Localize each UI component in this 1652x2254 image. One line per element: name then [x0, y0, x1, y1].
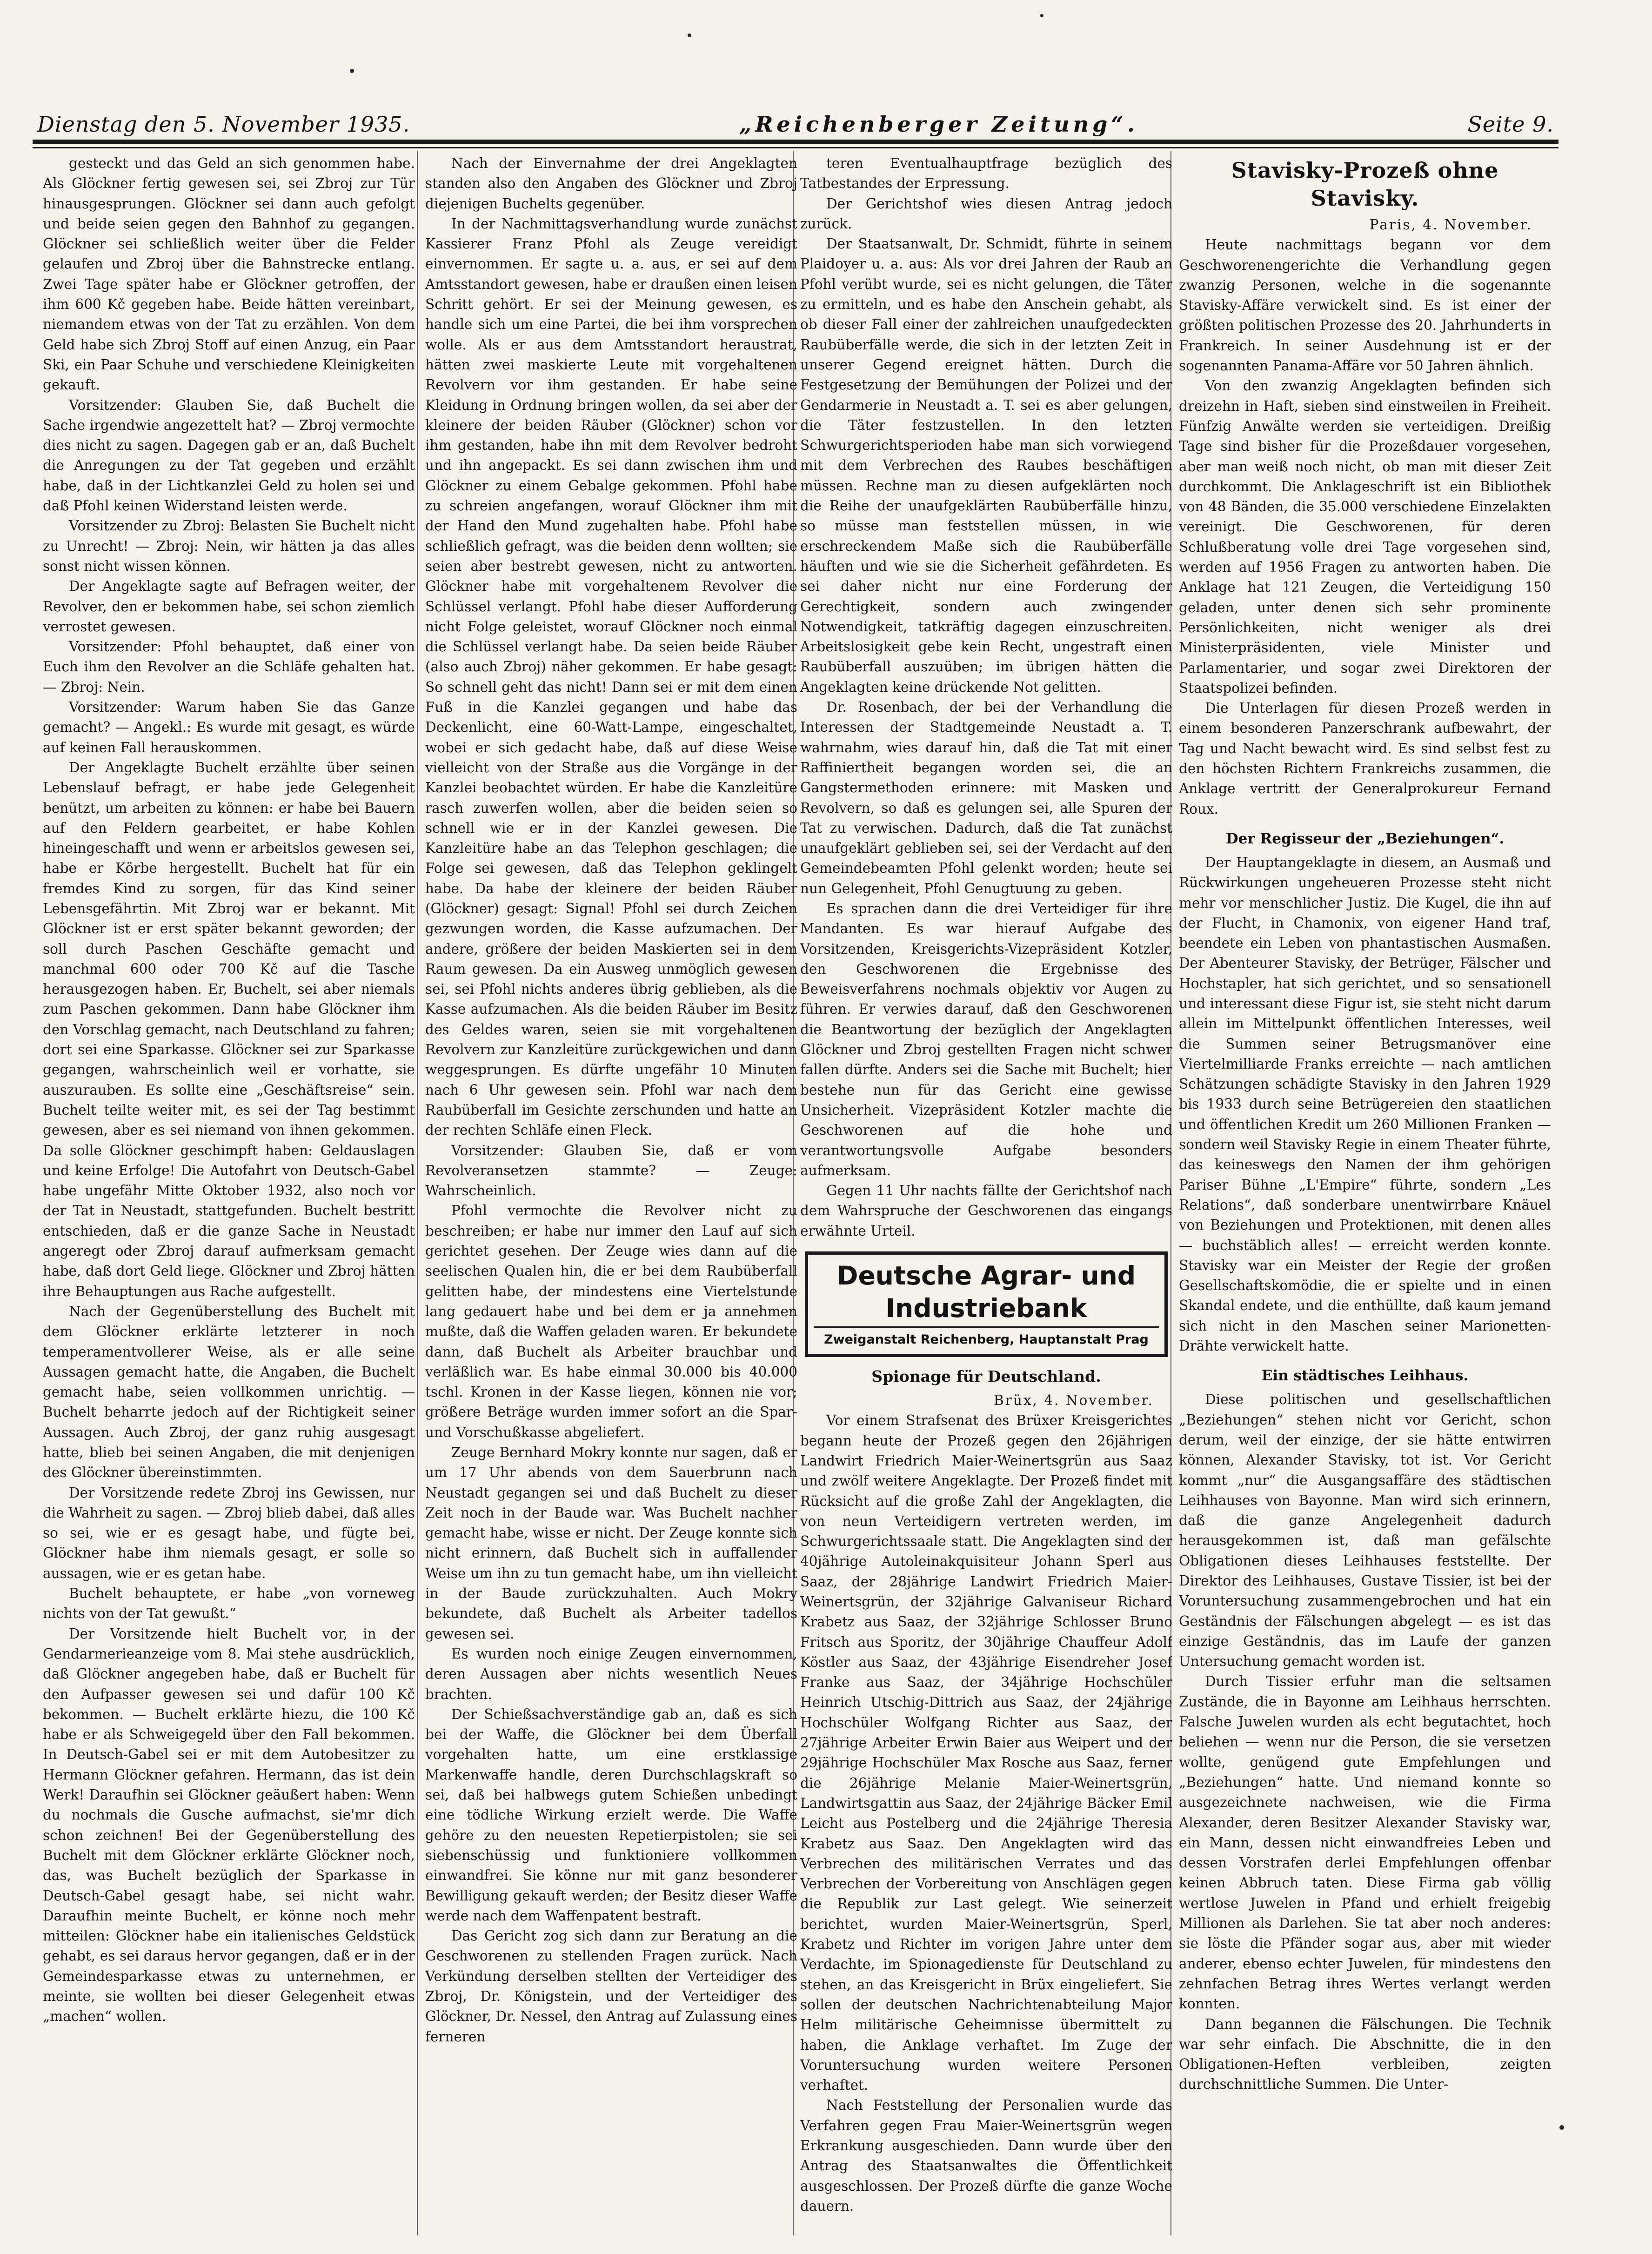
header-rule-thin	[33, 147, 1558, 148]
newspaper-title: „Reichenberger Zeitung“.	[739, 112, 1138, 137]
paragraph: Dann begannen die Fälschungen. Die Technik war sehr einfach. Die Abschnitte, die in den Obligationen-Heften verbleiben, zeigten durchschnittliche Summen. Die Unter-	[1179, 2016, 1551, 2093]
column-2	[425, 154, 797, 2233]
article-dateline: Paris, 4. November.	[1369, 217, 1532, 233]
article-dateline: Brüx, 4. November.	[994, 1392, 1154, 1409]
paragraph: Zeuge Bernhard Mokry konnte nur sagen, daß er um 17 Uhr abends von dem Sauerbrunn nach Neustadt gegangen sei und daß Buchelt zu dieser Zeit noch in der Baude war. Was Buchelt nachher gemacht habe, wisse er nicht. Der Zeuge konnte sich nicht erinnern, daß Buchelt sich in auffallender Weise um ihn zu tun gemacht habe, um ihn vielleicht in der Baude zurückzuhalten. Auch Mokry bekundete, daß Buchelt als Arbeiter tadellos gewesen sei.	[425, 1445, 797, 1642]
paragraph: Nach Feststellung der Personalien wurde das Verfahren gegen Frau Maier-Weinertsgrün wegen Erkrankung ausgeschieden. Dann wurde über den Antrag des Staatsanwaltes die Öffentlichkeit ausgeschlossen. Der Prozeß dürfte die ganze Woche dauern.	[800, 2097, 1172, 2214]
header-date: Dienstag den 5. November 1935.	[37, 112, 410, 137]
article-headline: Spionage für Deutschland.	[871, 1367, 1101, 1386]
scan-speck	[1559, 2125, 1564, 2130]
paragraph: Nach der Einvernahme der drei Angeklagten standen also den Angaben des Glöckner und Zbroj diejenigen Buchelts gegenüber.	[425, 155, 797, 212]
paragraph: Von den zwanzig Angeklagten befinden sich dreizehn in Haft, sieben sind einstweilen in Freiheit. Fünfzig Anwälte werden sie verteidigen. Dreißig Tage sind bisher für die Prozeßdauer vorgesehen, aber man weiß noch nicht, ob man mit dieser Zeit durchkommt. Die Anklageschrift ist ein Bibliothek von 48 Bänden, die 35.000 verschiedene Einzelakten vereinigt. Die Geschworenen, für deren Schlußberatung volle drei Tage vorgesehen sind, werden auf 1956 Fragen zu antworten haben. Die Anklage hat 121 Zeugen, die Verteidigung 150 geladen, unter denen sich sehr prominente Persönlichkeiten, nicht weniger als drei Ministerpräsidenten, viele Minister und Parlamentarier, und sogar zwei Direktoren der Staatspolizei befinden.	[1179, 378, 1551, 696]
paragraph: Vorsitzender: Glauben Sie, daß Buchelt die Sache irgendwie angezettelt hat? — Zbroj vermochte dies nicht zu sagen. Dagegen gab er an, daß Buchelt die Anregungen zu der Tat gegeben und erzählt habe, daß in der Lichtkanzlei Geld zu holen sei und daß Pfohl keinen Widerstand leisten werde.	[43, 397, 415, 514]
paragraph: In der Nachmittagsverhandlung wurde zunächst Kassierer Franz Pfohl als Zeuge vereidigt einvernommen. Er sagte u. a. aus, er sei auf dem Amtsstandort gewesen, habe er draußen einen leisen Schritt gehört. Er sei der Meinung gewesen, es handle sich um eine Partei, die bei ihm vorsprechen wolle. Als er aus dem Amtsstandort heraustrat, hätten zwei maskierte Leute mit vorgehaltenen Revolvern vor ihm gestanden. Er habe seine Kleidung in Ordnung bringen wollen, da sei aber der kleinere der beiden Räuber (Glöckner) schon vor ihm gestanden, habe ihn mit dem Revolver bedroht und ihn angepackt. Es sei dann zwischen ihm und Glöckner zu einem Gebalge gekommen. Pfohl habe zu schreien angefangen, worauf Glöckner ihm mit der Hand den Mund zugehalten habe. Pfohl habe schließlich gefragt, was die beiden denn wollten; sie seien aber bestrebt gewesen, nicht zu antworten. Glöckner habe mit vorgehaltenem Revolver die Schlüssel verlangt. Pfohl habe dieser Aufforderung nicht Folge geleistet, worauf Glöckner noch einmal die Schlüssel verlangt habe. Da seien beide Räuber (also auch Zbroj) näher gekommen. Er habe gesagt: So schnell geht das nicht! Dann sei er mit dem einen Fuß in die Kanzlei gegangen und habe das Deckenlicht, eine 60-Watt-Lampe, eingeschaltet, wobei er sich gedacht habe, daß auf diese Weise vielleicht von der Straße aus die Vorgänge in der Kanzlei beobachtet würden. Er habe die Kanzleitüre rasch zuwerfen wollen, aber die beiden seien so schnell wie er in der Kanzlei gewesen. Die Kanzleitüre habe an das Telephon geschlagen; die Folge sei gewesen, daß das Telephon geklingelt habe. Da habe der kleinere der beiden Räuber (Glöckner) gesagt: Signal! Pfohl sei durch Zeichen gezwungen worden, die Kasse aufzumachen. Der andere, größere der beiden Maskierten sei in dem Raum gewesen. Da ein Ausweg unmöglich gewesen sei, sei Pfohl nichts anderes übrig geblieben, als die Kasse aufzumachen. Als die beiden Räuber im Besitz des Geldes waren, seien sie mit vorgehaltenen Revolvern zur Kanzleitüre zurückgewichen und dann weggesprungen. Es dürfte ungefähr 10 Minuten nach 6 Uhr gewesen sein. Pfohl war nach dem Raubüberfall im Gesichte zerschunden und hatte an der rechten Schläfe einen Fleck.	[425, 215, 797, 1138]
paragraph: Diese politischen und gesellschaftlichen „Beziehungen“ stehen nicht vor Gericht, schon derum, weil der einzige, der sie hätte entwirren können, Alexander Stavisky, tot ist. Vor Gericht kommt „nur“ die Ausgangsaffäre des städtischen Leihhauses von Bayonne. Man wird sich erinnern, daß die ganze Angelegenheit dadurch herausgekommen ist, daß man gefälschte Obligationen dieses Leihhauses feststellte. Der Direktor des Leihhauses, Gustave Tissier, ist bei der Voruntersuchung zusammengebrochen und hat ein Geständnis der Fälschungen abgelegt — es ist das einzige Geständnis, das im Laufe der ganzen Untersuchung gemacht worden ist.	[1179, 1391, 1551, 1670]
header-rule	[33, 140, 1558, 144]
paragraph: Vorsitzender zu Zbroj: Belasten Sie Buchelt nicht zu Unrecht! — Zbroj: Nein, wir hätten ja das alles sonst nicht wissen können.	[43, 518, 415, 574]
column-divider	[417, 151, 418, 2235]
paragraph: Pfohl vermochte die Revolver nicht zu beschreiben; er habe nur immer den Lauf auf sich gerichtet gesehen. Der Zeuge wies dann auf die seelischen Qualen hin, die er bei dem Raubüberfall gelitten habe, der mindestens eine Viertelstunde lang gedauert habe und bei dem er ja annehmen mußte, daß die Waffen geladen waren. Er bekundete dann, daß Buchelt als Arbeiter brauchbar und verläßlich war. Es habe einmal 30.000 bis 40.000 tschl. Kronen in der Kasse liegen, können nie vor; größere Beträge wurden immer sofort an die Spar- und Vorschußkasse abgeliefert.	[425, 1203, 797, 1440]
paragraph: Vorsitzender: Warum haben Sie das Ganze gemacht? — Angekl.: Es wurde mit gesagt, es würde auf keinen Fall herauskommen.	[43, 699, 415, 756]
section-subhead: Ein städtisches Leihhaus.	[1261, 1367, 1469, 1385]
paragraph: Heute nachmittags begann vor dem Geschworenengerichte die Verhandlung gegen zwanzig Personen, welche in die sogenannte Stavisky-Affäre verwickelt sind. Es ist einer der größten politischen Prozesse des 20. Jahrhunderts in Frankreich. In seiner Ausdehnung ist er der sogenannten Panama-Affäre vor 50 Jahren ähnlich.	[1179, 237, 1551, 374]
paragraph: Nach der Gegenüberstellung des Buchelt mit dem Glöckner erklärte letzterer in noch temperamentvollerer Weise, als er alle seine Aussagen gemacht hatte, die Angaben, die Buchelt gemacht habe, seien vollkommen unrichtig. — Buchelt beharrte jedoch auf der Richtigkeit seiner Aussagen. Auch Zbroj, der ganz ruhig ausgesagt hatte, blieb bei seinen Angaben, die mit denjenigen des Glöckner übereinstimmten.	[43, 1303, 415, 1481]
scan-speck	[688, 33, 691, 37]
paragraph: Buchelt behauptete, er habe „von vorneweg nichts von der Tat gewußt.“	[43, 1585, 415, 1622]
paragraph: Gegen 11 Uhr nachts fällte der Gerichtshof nach dem Wahrspruche der Geschworenen das eingangs erwähnte Urteil.	[800, 1183, 1172, 1239]
paragraph: Der Vorsitzende hielt Buchelt vor, in der Gendarmerieanzeige vom 8. Mai stehe ausdrücklich, daß Glöckner angegeben habe, daß er Buchelt für den Aufpasser gewesen sei und dafür 100 Kč bekommen. — Buchelt erklärte hiezu, die 100 Kč habe er als Schweigegeld über den Fall bekommen. In Deutsch-Gabel sei er mit dem Autobesitzer zu Hermann Glöckner gefahren. Hermann, das ist dein Werk! Daraufhin sei Glöckner geäußert haben: Wenn du nochmals die Gusche aufmachst, sie'mr dich schon zeichnen! Bei der Gegenüberstellung des Buchelt mit dem Glöckner erklärte Glöckner noch, das, was Buchelt bezüglich der Sparkasse in Deutsch-Gabel gesagt habe, sei nicht wahr. Daraufhin meinte Buchelt, er könne noch mehr mitteilen: Glöckner habe ein italienisches Geldstück gehabt, es sei daraus hervor gegangen, daß er in der Gemeindesparkasse etwas zu unternehmen, er meinte, sie wollten bei dieser Gelegenheit etwas „machen“ wollen.	[43, 1625, 415, 2025]
ad-subtitle: Zweiganstalt Reichenberg, Hauptanstalt Prag	[814, 1326, 1159, 1349]
article-headline: Stavisky-Prozeß ohne Stavisky.	[1231, 158, 1499, 211]
paragraph: Der Angeklagte sagte auf Befragen weiter, der Revolver, den er bekommen habe, sei schon ziemlich verrostet gewesen.	[43, 578, 415, 635]
paragraph: Dr. Rosenbach, der bei der Verhandlung die Interessen der Stadtgemeinde Neustadt a. T. wahrnahm, wies darauf hin, daß die Tat mit einer Raffiniertheit begangen worden sei, die an Gangstermethoden erinnere: mit Masken und Revolvern, so daß es gelungen sei, alle Spuren der Tat zu verwischen. Dadurch, daß die Tat zunächst unaufgeklärt geblieben sei, sei der Verdacht auf den Gemeindebeamten Pfohl gelenkt worden; heute sei nun Gelegenheit, Pfohl Genugtuung zu geben.	[800, 699, 1172, 896]
scan-speck	[350, 69, 354, 73]
paragraph: Es sprachen dann die drei Verteidiger für ihre Mandanten. Es war hierauf Aufgabe des Vorsitzenden, Kreisgerichts-Vizepräsident Kotzler, den Geschworenen die Ergebnisse des Beweisverfahrens nochmals objektiv vor Augen zu führen. Er verwies darauf, daß den Geschworenen die Beantwortung der bezüglich der Angeklagten Glöckner und Zbroj gestellten Fragen nicht schwer fallen dürfte. Anders sei die Sache mit Buchelt; hier bestehe nun für das Gericht eine gewisse Unsicherheit. Vizepräsident Kotzler machte die Geschworenen auf die hohe und verantwortungsvolle Aufgabe besonders aufmerksam.	[800, 900, 1172, 1178]
paragraph: Der Staatsanwalt, Dr. Schmidt, führte in seinem Plaidoyer u. a. aus: Als vor drei Jahren der Raub an Pfohl verübt wurde, sei es nicht gelungen, die Täter zu ermitteln, und es habe den Anschein gehabt, als ob dieser Fall einer der zahlreichen unaufgedeckten Raubüberfälle werde, die sich in der letzten Zeit in unserer Gegend ereignet hätten. Durch die Festgesetzung der Bemühungen der Polizei und der Gendarmerie in Neustadt a. T. sei es aber gelungen, die Täter festzustellen. In den letzten Schwurgerichtsperioden habe man sich vorwiegend mit dem Verbrechen des Raubes beschäftigen müssen. Rechne man zu diesen aufgeklärten noch die Reihe der unaufgeklärten Raubüberfälle hinzu, so müsse man feststellen müssen, in wie erschreckendem Maße sich die Raubüberfälle häuften und wie sie die Sicherheit gefährdeten. Es sei daher nicht nur eine Forderung der Gerechtigkeit, sondern auch zwingender Notwendigkeit, tatkräftig dagegen einzuschreiten. Arbeitslosigkeit gebe kein Recht, ungestraft einen Raubüberfall auszuüben; im übrigen hätten die Angeklagten keine drückende Not gelitten.	[800, 236, 1172, 695]
column-1	[43, 154, 415, 2233]
section-subhead: Der Regisseur der „Beziehungen“.	[1225, 830, 1505, 847]
page-number: Seite 9.	[1467, 112, 1554, 137]
paragraph: Der Vorsitzende redete Zbroj ins Gewissen, nur die Wahrheit zu sagen. — Zbroj blieb dabei, daß alles so sei, wie er es gesagt habe, und fügte bei, Glöckner habe ihm niemals gesagt, er solle so aussagen, wie er es getan habe.	[43, 1485, 415, 1581]
paragraph: gesteckt und das Geld an sich genommen habe. Als Glöckner fertig gewesen sei, sei Zbroj zur Tür hinausgesprungen. Glöckner sei dann auch gefolgt und beide seien gegen den Bahnhof zu gegangen. Glöckner sei schließlich weiter über die Felder gelaufen und Zbroj über die Bahnstrecke entlang. Zwei Tage später habe er Glöckner getroffen, der ihm 600 Kč gegeben habe. Beide hätten vereinbart, niemandem etwas von der Tat zu erzählen. Von dem Geld habe sich Zbroj Stoff auf einen Anzug, ein Paar Ski, ein Paar Schuhe und verschiedene Kleinigkeiten gekauft.	[43, 155, 415, 393]
paragraph: Das Gericht zog sich dann zur Beratung an die Geschworenen zu stellenden Fragen zurück. Nach Verkündung derselben stellten der Verteidiger des Zbroj, Dr. Königstein, und der Verteidiger des Glöckner, Dr. Nessel, den Antrag auf Zulassung eines ferneren	[425, 1928, 797, 2045]
paragraph: Der Schießsachverständige gab an, daß es sich bei der Waffe, die Glöckner bei dem Überfall vorgehalten hatte, um eine erstklassige Markenwaffe handle, deren Durchschlagskraft so sei, daß bei halbwegs gutem Schießen unbedingt eine tödliche Wirkung erzielt werde. Die Waffe gehöre zu den neuesten Repetierpistolen; sie sei siebenschüssig und funktioniere vollkommen einwandfrei. Sie könne nur mit ganz besonderer Bewilligung gekauft werden; der Besitz dieser Waffe werde nach dem Waffenpatent bestraft.	[425, 1706, 797, 1924]
paragraph: Vorsitzender: Glauben Sie, daß er vom Revolveransetzen stammte? — Zeuge: Wahrscheinlich.	[425, 1142, 797, 1199]
paragraph: Vorsitzender: Pfohl behauptet, daß einer von Euch ihm den Revolver an die Schläfe gehalten hat. — Zbroj: Nein.	[43, 639, 415, 695]
paragraph: Der Angeklagte Buchelt erzählte über seinen Lebenslauf befragt, er habe jede Gelegenheit benützt, um arbeiten zu können: er habe bei Bauern auf den Feldern gearbeitet, er habe Kohlen hineingeschafft und wenn er arbeitslos gewesen sei, habe er Körbe hergestellt. Buchelt hat für ein fremdes Kind zu sorgen, für das Kind seiner Lebensgefährtin. Mit Zbroj war er bekannt. Mit Glöckner ist er erst später bekannt geworden; der soll durch Paschen Geschäfte gemacht und manchmal 600 oder 700 Kč auf die Tasche herausgezogen haben. Er, Buchelt, sei aber niemals zum Paschen gekommen. Dann habe Glöckner ihm den Vorschlag gemacht, nach Deutschland zu fahren; dort sei eine Sparkasse. Glöckner sei zur Sparkasse gegangen, wahrscheinlich weil er vorhatte, sie auszurauben. Es sollte eine „Geschäftsreise“ sein. Buchelt teilte weiter mit, es sei der Tag bestimmt gewesen, aber es sei niemand von ihnen gekommen. Da solle Glöckner geschimpft haben: Geldauslagen und keine Erfolge! Die Autofahrt von Deutsch-Gabel habe ungefähr Mitte Oktober 1932, also noch vor der Tat in Neustadt, stattgefunden. Buchelt bestritt entschieden, daß er die ganze Sache in Neustadt angeregt oder Zbroj darauf aufmerksam gemacht habe, daß dort Geld liege. Glöckner und Zbroj hätten ihre Behauptungen aus Rache aufgestellt.	[43, 759, 415, 1299]
ad-title: Deutsche Agrar- und Industriebank	[836, 1261, 1136, 1324]
paragraph: Der Hauptangeklagte in diesem, an Ausmaß und Rückwirkungen ungeheueren Prozesse steht nicht mehr vor menschlicher Justiz. Die Kugel, die ihn auf der Flucht, in Chamonix, von eigener Hand traf, beendete ein Leben von phantastischen Ausmaßen. Der Abenteurer Stavisky, der Betrüger, Fälscher und Hochstapler, hat sich gerichtet, und so sensationell und interessant diese Figur ist, sie steht nicht darum allein im Mittelpunkt öffentlichen Interesses, weil die Summen seiner Betrugsmanöver eine Viertelmilliarde Franks erreichte — nach amtlichen Schätzungen schädigte Stavisky in den Jahren 1929 bis 1933 durch seine Betrügereien den staatlichen und öffentlichen Kredit um 260 Millionen Franken — sondern weil Stavisky Regie in einem Theater führte, das keineswegs den Namen der ihm gehörigen Pariser Bühne „L'Empire“ führte, sondern „Les Relations“, daß sonderbare unentwirrbare Knäuel von Beziehungen und Protektionen, mit denen alles — buchstäblich alles! — erreicht werden konnte. Stavisky war ein Meister der Regie der großen Gesellschaftskomödie, die er spielte und in einen Skandal endete, und die enthüllte, daß kaum jemand sich nicht in den Maschen seiner Marionetten-Drähte verwickelt hatte.	[1179, 854, 1551, 1354]
bank-advertisement	[805, 1251, 1168, 1357]
column-3	[800, 154, 1172, 2233]
paragraph: Vor einem Strafsenat des Brüxer Kreisgerichtes begann heute der Prozeß gegen den 26jährigen Landwirt Friedrich Maier-Weinertsgrün aus Saaz und zwölf weitere Angeklagte. Der Prozeß findet mit Rücksicht auf die große Zahl der Angeklagten, die von neun Verteidigern vertreten werden, im Schwurgerichtssaale statt. Die Angeklagten sind der 40jährige Autoleinakquisiteur Johann Sperl aus Saaz, der 28jährige Landwirt Friedrich Maier-Weinertsgrün, der 32jährige Galvaniseur Richard Krabetz aus Saaz, der 32jährige Schlosser Bruno Fritsch aus Sporitz, der 30jährige Chauffeur Adolf Köstler aus Saaz, der 43jährige Eisendreher Josef Franke aus Saaz, der 34jährige Hochschüler Heinrich Utschig-Dittrich aus Saaz, der 24jährige Hochschüler Wolfgang Richter aus Saaz, der 27jährige Arbeiter Erwin Baier aus Weipert und der 29jährige Hochschüler Max Rosche aus Saaz, ferner die 26jährige Melanie Maier-Weinertsgrün, Landwirtsgattin aus Saaz, der 24jährige Bäcker Emil Leicht aus Postelberg und die 24jährige Theresia Krabetz aus Saaz. Den Angeklagten wird das Verbrechen des militärischen Verrates und das Verbrechen der Vorbereitung von Anschlägen gegen die Republik zur Last gelegt. Wie seinerzeit berichtet, wurden Maier-Weinertsgrün, Sperl, Krabetz und Richter im vorigen Jahre unter dem Verdachte, im Spionagedienste für Deutschland zu stehen, an das Kreisgericht in Brüx eingeliefert. Sie sollen der deutschen Nachrichtenabteilung Major Helm militärische Geheimnisse übermittelt zu haben, die Anklage verhaftet. Im Zuge der Voruntersuchung wurden weitere Personen verhaftet.	[800, 1412, 1172, 2093]
paragraph: Durch Tissier erfuhr man die seltsamen Zustände, die in Bayonne am Leihhaus herrschten. Falsche Juwelen wurden als echt begutachtet, hoch beliehen — wenn nur die Person, die sie versetzen wollte, genügend gute Empfehlungen und „Beziehungen“ hatte. Und niemand konnte so ausgezeichnete nachweisen, wie die Firma Alexander, deren Besitzer Alexander Stavisky war, ein Mann, dessen nicht einwandfreies Leben und dessen Vorstrafen derlei Empfehlungen offenbar keinen Abbruch taten. Diese Firma gab völlig wertlose Juwelen in Pfand und erhielt freigebig Millionen als Darlehen. Sie tat aber noch anderes: sie löste die Pfänder sogar aus, aber mit wieder anderer, ebenso echter Juwelen, für mindestens den zehnfachen Betrag ihres Wertes verlangt werden konnten.	[1179, 1673, 1551, 2012]
scan-speck	[1040, 14, 1043, 17]
paragraph: Es wurden noch einige Zeugen einvernommen, deren Aussagen aber nichts wesentlich Neues brachten.	[425, 1645, 797, 1702]
paragraph: teren Eventualhauptfrage bezüglich des Tatbestandes der Erpressung.	[800, 155, 1172, 192]
paragraph: Die Unterlagen für diesen Prozeß werden in einem besonderen Panzerschrank aufbewahrt, der Tag und Nacht bewacht wird. Es sind selbst fest zu den höchsten Richtern Frankreichs zusammen, die Anklage vertritt der Generalprokureur Fernand Roux.	[1179, 700, 1551, 817]
page-header	[37, 106, 1554, 137]
column-4	[1179, 154, 1551, 2233]
paragraph: Der Gerichtshof wies diesen Antrag jedoch zurück.	[800, 195, 1172, 232]
